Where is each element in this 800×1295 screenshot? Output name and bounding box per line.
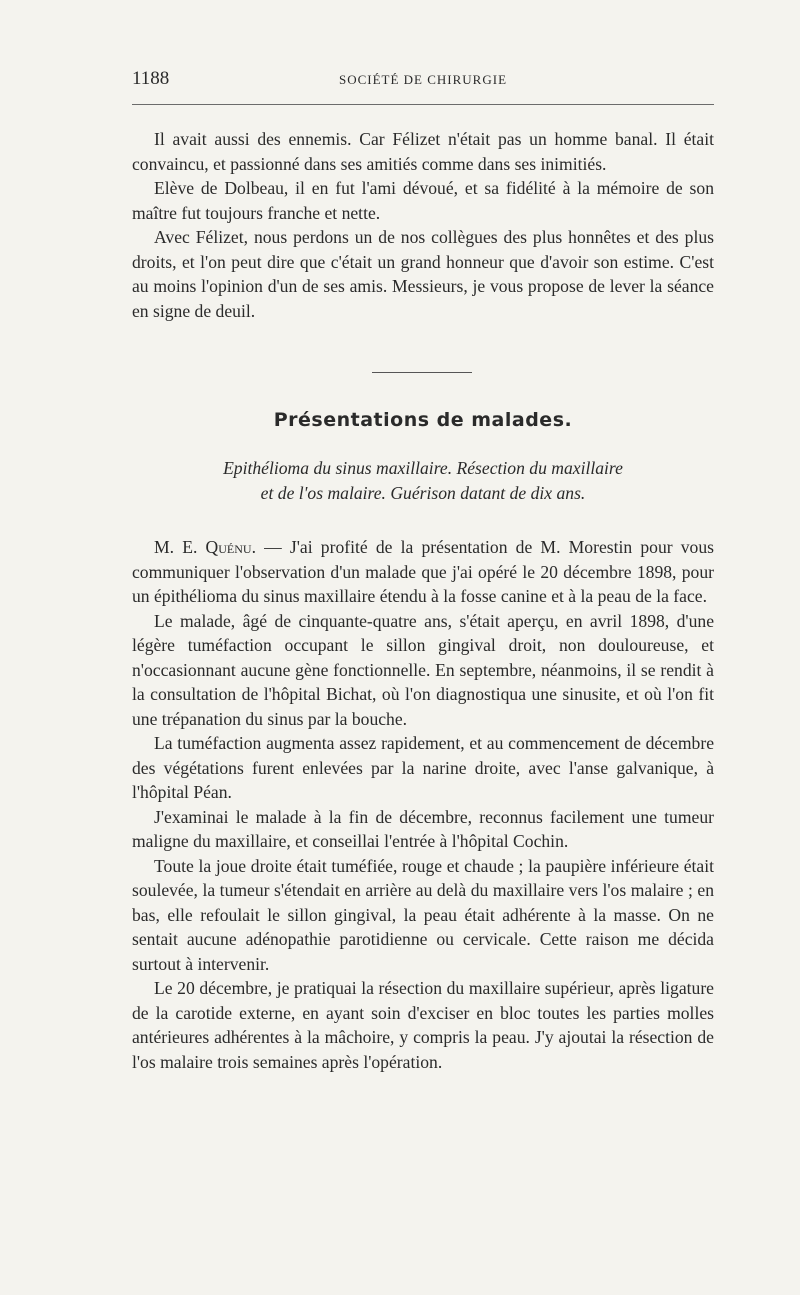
paragraph: Elève de Dolbeau, il en fut l'ami dévoué, et sa fidélité à la mémoire de son maître fut toujours franche et nette. — [132, 178, 714, 223]
paragraph: La tuméfaction augmenta assez rapidement, et au commencement de décembre des végétations furent enlevées par la narine droite, avec l'anse galvanique, à l'hôpital Péan. — [132, 733, 714, 802]
paragraph: Le 20 décembre, je pratiquai la résection du maxillaire supérieur, après ligature de la carotide externe, en ayant soin d'exciser en bloc toutes les parties molles antérieures adhérentes à la mâchoire, y compris la peau. J'y ajoutai la résection de l'os malaire trois semaines après l'opération. — [132, 978, 714, 1072]
speaker-name: Quénu — [205, 537, 252, 557]
paragraph: Le malade, âgé de cinquante-quatre ans, s'était aperçu, en avril 1898, d'une légère tuméfaction occupant le sillon gingival droit, non douloureuse, et n'occasionnant aucune gène fonctionnelle. En septembre, néanmoins, il se rendit à la consultation de l'hôpital Bichat, où l'on diagnostiqua une sinusite, et où l'on fit une trépanation du sinus par la bouche. — [132, 610, 714, 729]
paragraph: Avec Félizet, nous perdons un de nos collègues des plus honnêtes et des plus droits, et l'on peut dire que c'était un grand honneur que d'avoir son estime. C'est au moins l'opinion d'un de ses amis. Messieurs, je vous propose de lever la séance en signe de deuil. — [132, 227, 714, 321]
speaker-prefix: M. E. — [154, 537, 206, 557]
body-text — [132, 535, 714, 1074]
section-divider — [372, 372, 472, 373]
paragraph: Il avait aussi des ennemis. Car Félizet n'était pas un homme banal. Il était convaincu, et passionné dans ses amitiés comme dans ses inimitiés. — [132, 129, 714, 174]
header-rule — [132, 104, 714, 105]
paragraph — [132, 535, 714, 609]
section-heading: Présentations de malades. — [273, 409, 573, 431]
paragraph-text: . — J'ai profité de la présentation de M. Morestin pour vous communiquer l'observation d'un malade que j'ai opéré le 20 décembre 1898, pour un épithélioma du sinus maxillaire étendu à la fosse canine et à la peau de la face. — [132, 537, 715, 606]
running-head: SOCIÉTÉ DE CHIRURGIE — [338, 72, 508, 87]
page-number: 1188 — [132, 68, 170, 89]
intro-text — [132, 127, 714, 323]
paragraph: Toute la joue droite était tuméfiée, rouge et chaude ; la paupière inférieure était soulevée, la tumeur s'étendait en arrière au delà du maxillaire vers l'os malaire ; en bas, elle refoulait le sillon gingival, la peau était adhérente à la masse. On ne sentait aucune adénopathie parotidienne ou cervicale. Cette raison me décida surtout à intervenir. — [132, 855, 714, 974]
case-title-line: Epithélioma du sinus maxillaire. Résection du maxillaire — [223, 458, 623, 478]
page-header — [132, 68, 714, 92]
case-title-line: et de l'os malaire. Guérison datant de dix ans. — [260, 482, 586, 503]
paragraph: J'examinai le malade à la fin de décembre, reconnus facilement une tumeur maligne du maxillaire, et conseillai l'entrée à l'hôpital Cochin. — [132, 806, 714, 851]
case-title — [132, 456, 714, 505]
